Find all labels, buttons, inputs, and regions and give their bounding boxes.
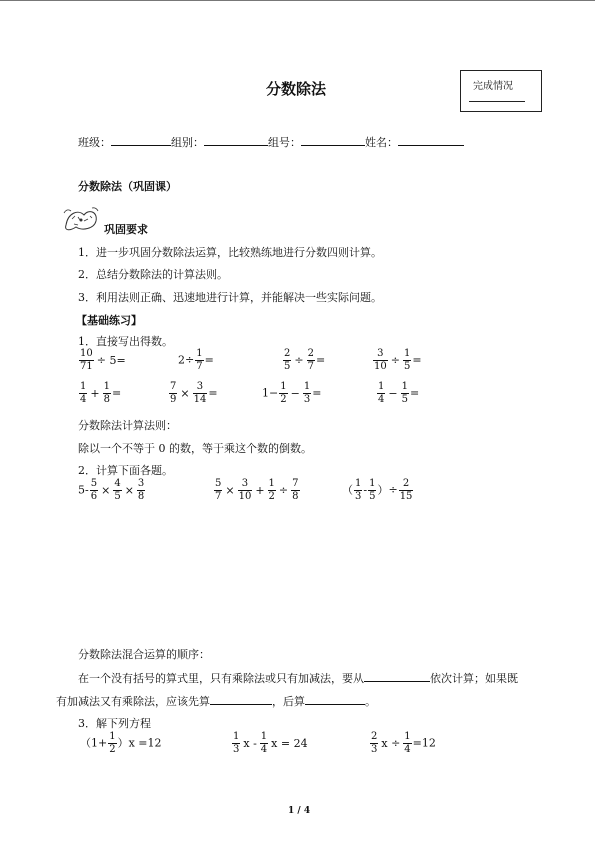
group-label: 组别： xyxy=(171,136,204,149)
order-blank-3[interactable] xyxy=(305,693,365,705)
requirement-item: 3．利用法则正确、迅速地进行计算，并能解决一些实际问题。 xyxy=(78,291,382,304)
completion-box xyxy=(460,70,542,112)
top-rule xyxy=(0,0,595,1)
completion-label: 完成情况 xyxy=(473,81,513,92)
mascot-illustration xyxy=(62,205,102,233)
q1-item: $\frac{10}{71}$ ÷ 5= xyxy=(80,348,126,372)
fraction: $\frac{7}{9}$ xyxy=(170,381,177,405)
fraction: $\frac{1}{4}$ xyxy=(260,731,268,755)
fraction: $\frac{1}{4}$ xyxy=(404,731,411,755)
lesson-title: 分数除法（巩固课） xyxy=(78,180,177,193)
q2-item: $\frac{5}{7}$ × $\frac{3}{10}$ + $\frac{1}{2}$ ÷ $\frac{7}{8}$ xyxy=(215,478,299,502)
group-field[interactable] xyxy=(204,134,268,146)
fraction: $\frac{1}{7}$ xyxy=(196,348,203,372)
fraction: $\frac{7}{8}$ xyxy=(292,478,299,502)
requirements-heading: 巩固要求 xyxy=(104,223,148,236)
q1-item: $\frac{2}{5}$ ÷ $\frac{2}{7}$ = xyxy=(284,348,326,372)
fraction: $\frac{1}{4}$ xyxy=(378,381,385,405)
fraction: $\frac{3}{10}$ xyxy=(238,478,252,502)
order-line-2: 有加减法又有乘除法，应该先算 ，后算 。 xyxy=(56,695,376,708)
q3-item: $\frac{1}{3}$ x - $\frac{1}{4}$ x = 24 xyxy=(233,731,308,755)
q1-item: 2÷ $\frac{1}{7}$ = xyxy=(178,348,214,372)
fraction: $\frac{1}{3}$ xyxy=(355,478,362,502)
info-line xyxy=(78,134,464,150)
fraction: $\frac{2}{5}$ xyxy=(284,348,291,372)
fraction: $\frac{2}{3}$ xyxy=(371,731,378,755)
order-blank-2[interactable] xyxy=(210,693,272,705)
fraction: $\frac{1}{3}$ xyxy=(233,731,240,755)
q1-item: $\frac{3}{10}$ ÷ $\frac{1}{5}$ = xyxy=(374,348,422,372)
requirement-item: 2．总结分数除法的计算法则。 xyxy=(78,268,228,281)
q1-item: $\frac{1}{4}$ + $\frac{1}{8}$ = xyxy=(80,381,122,405)
q1-item: $\frac{1}{4}$ − $\frac{1}{5}$ = xyxy=(378,381,420,405)
fraction: $\frac{1}{2}$ xyxy=(268,478,275,502)
fraction: $\frac{3}{8}$ xyxy=(137,478,145,502)
fraction: $\frac{1}{2}$ xyxy=(109,731,116,755)
fraction: $\frac{1}{2}$ xyxy=(280,381,287,405)
q1-item: $\frac{7}{9}$ × $\frac{3}{14}$ = xyxy=(170,381,218,405)
fraction: $\frac{1}{3}$ xyxy=(303,381,311,405)
class-label: 班级： xyxy=(78,136,111,149)
basic-practice-heading: 【基础练习】 xyxy=(76,314,142,327)
rule-text: 除以一个不等于 0 的数，等于乘这个数的倒数。 xyxy=(78,442,312,455)
fraction: $\frac{1}{5}$ xyxy=(369,478,376,502)
fraction: $\frac{4}{5}$ xyxy=(114,478,121,502)
fraction: $\frac{3}{14}$ xyxy=(193,381,207,405)
name-label: 姓名： xyxy=(365,136,398,149)
fraction: $\frac{2}{15}$ xyxy=(399,478,413,502)
class-field[interactable] xyxy=(111,134,171,146)
fraction: $\frac{5}{7}$ xyxy=(215,478,222,502)
order-line-1: 在一个没有括号的算式里，只有乘除法或只有加减法，要从 依次计算；如果既 xyxy=(78,672,518,685)
fraction: $\frac{2}{7}$ xyxy=(307,348,314,372)
fraction: $\frac{1}{5}$ xyxy=(403,348,411,372)
q3-item: （1+ $\frac{1}{2}$ ）x =12 xyxy=(80,731,162,755)
q3-prompt: 3．解下列方程 xyxy=(78,717,151,730)
fraction: $\frac{1}{5}$ xyxy=(401,381,408,405)
q2-prompt: 2．计算下面各题。 xyxy=(78,464,173,477)
q2-item: （ $\frac{1}{3}$ - $\frac{1}{5}$ ）÷ $\frac{2}{15}$ xyxy=(342,478,413,502)
group-no-field[interactable] xyxy=(301,134,365,146)
fraction: $\frac{5}{6}$ xyxy=(90,478,98,502)
q1-prompt: 1．直接写出得数。 xyxy=(78,335,173,348)
q3-item: $\frac{2}{3}$ x ÷ $\frac{1}{4}$ =12 xyxy=(371,731,436,755)
page-number: 1 / 4 xyxy=(288,806,311,816)
rule-label: 分数除法计算法则： xyxy=(78,419,177,432)
fraction: $\frac{1}{8}$ xyxy=(103,381,110,405)
requirement-item: 1．进一步巩固分数除法运算，比较熟练地进行分数四则计算。 xyxy=(78,246,382,259)
order-label: 分数除法混合运算的顺序： xyxy=(78,648,210,661)
group-no-label: 组号： xyxy=(268,136,301,149)
page-title: 分数除法 xyxy=(266,80,327,98)
name-field[interactable] xyxy=(398,134,464,146)
q1-item: 1− $\frac{1}{2}$ − $\frac{1}{3}$ = xyxy=(262,381,322,405)
q2-item: 5- $\frac{5}{6}$ × $\frac{4}{5}$ × $\frac{3}{8}$ xyxy=(78,478,145,502)
completion-blank[interactable] xyxy=(469,101,525,102)
order-blank-1[interactable] xyxy=(364,670,430,682)
fraction: $\frac{1}{4}$ xyxy=(80,381,87,405)
fraction: $\frac{3}{10}$ xyxy=(374,348,387,372)
fraction: $\frac{10}{71}$ xyxy=(80,348,93,372)
